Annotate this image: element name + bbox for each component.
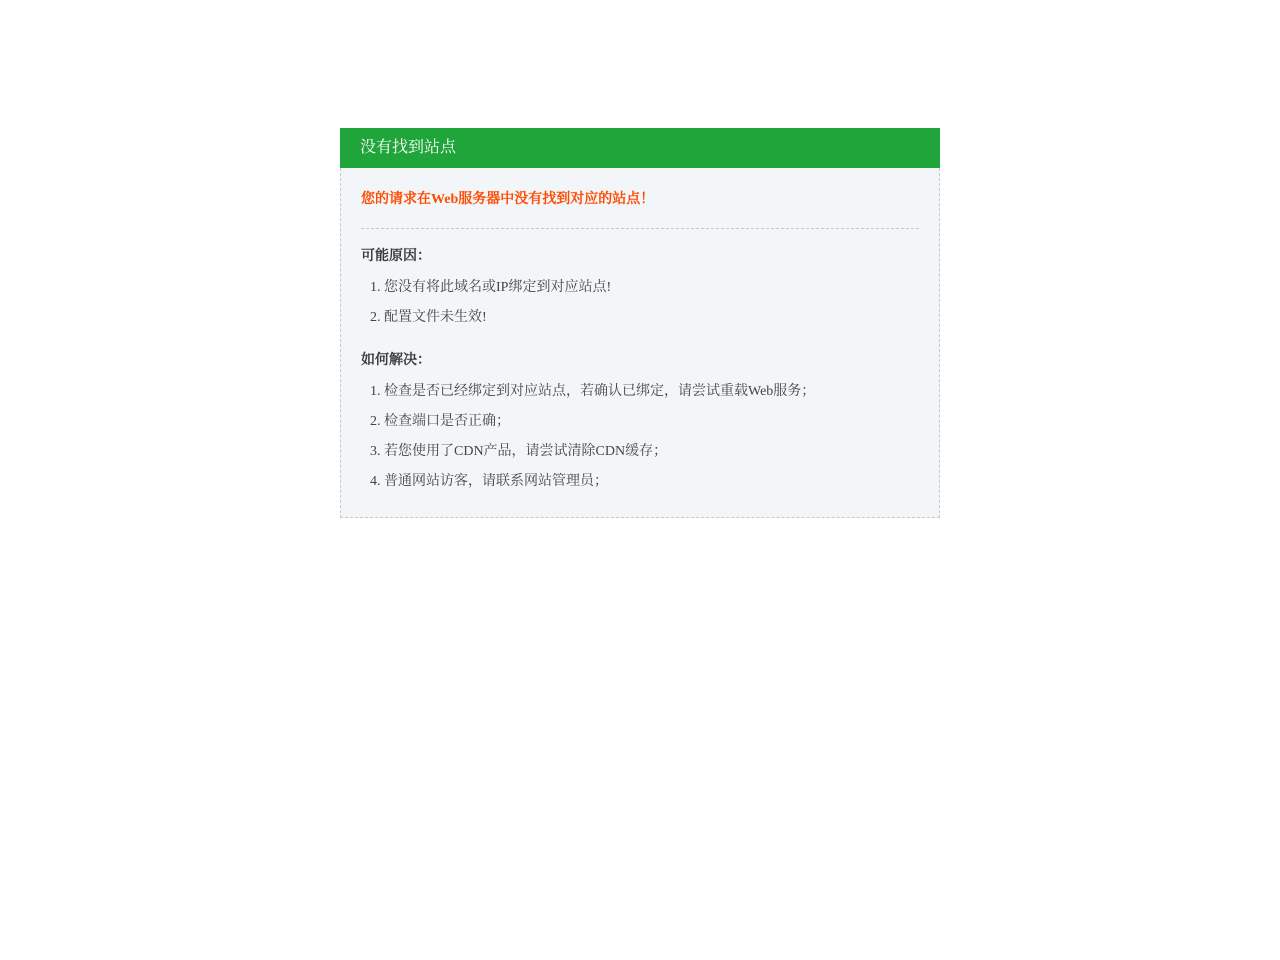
error-message: 您的请求在Web服务器中没有找到对应的站点！ [361, 188, 919, 229]
error-title-bar: 没有找到站点 [340, 128, 940, 168]
list-item: 1. 检查是否已经绑定到对应站点，若确认已绑定，请尝试重载Web服务； [384, 377, 919, 407]
solutions-list [361, 377, 919, 497]
list-item: 3. 若您使用了CDN产品，请尝试清除CDN缓存； [384, 437, 919, 467]
causes-list [361, 273, 919, 333]
causes-heading: 可能原因： [361, 249, 431, 264]
list-item: 4. 普通网站访客，请联系网站管理员； [384, 467, 919, 497]
list-item: 2. 配置文件未生效! [384, 303, 919, 333]
list-item: 2. 检查端口是否正确； [384, 407, 919, 437]
list-item: 1. 您没有将此域名或IP绑定到对应站点! [384, 273, 919, 303]
solutions-heading: 如何解决： [361, 353, 431, 368]
error-content [340, 168, 940, 518]
error-panel [340, 128, 940, 518]
